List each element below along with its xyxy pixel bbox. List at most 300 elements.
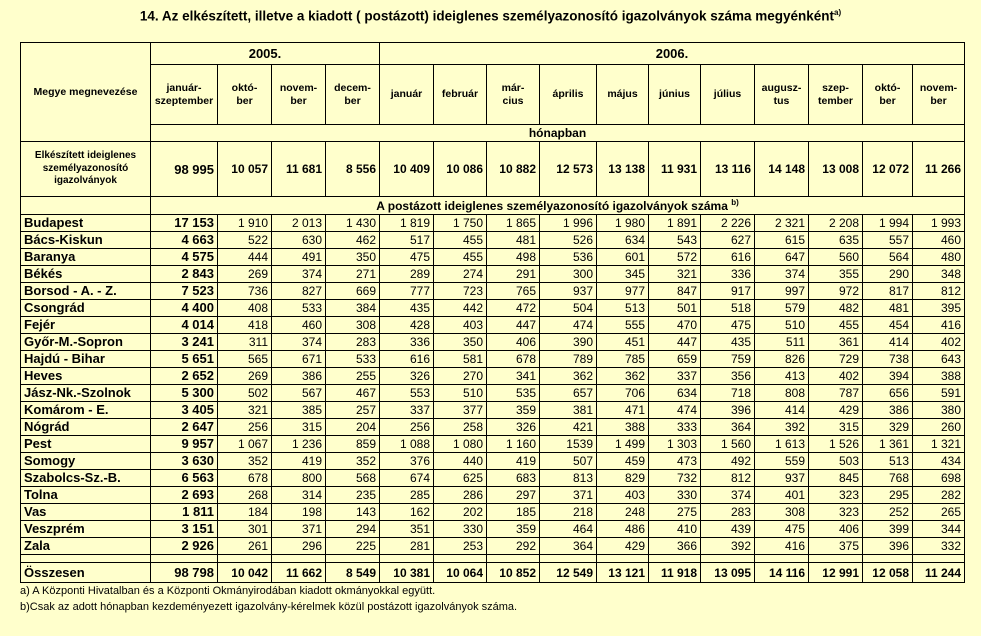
county-value: 395 [913, 300, 965, 317]
county-value: 255 [326, 368, 380, 385]
county-value: 2 926 [151, 538, 218, 555]
county-value: 511 [755, 334, 809, 351]
elkeszitett-value: 8 556 [326, 142, 380, 197]
total-value: 10 064 [434, 563, 487, 583]
county-name: Komárom - E. [21, 402, 151, 419]
total-row [21, 563, 965, 583]
county-name: Budapest [21, 215, 151, 232]
county-value: 475 [380, 249, 434, 266]
county-value: 634 [597, 232, 649, 249]
county-value: 291 [487, 266, 540, 283]
county-value: 647 [755, 249, 809, 266]
county-value: 235 [326, 487, 380, 504]
table-row [21, 334, 965, 351]
county-name: Jász-Nk.-Szolnok [21, 385, 151, 402]
county-value: 526 [540, 232, 597, 249]
county-value: 1 996 [540, 215, 597, 232]
county-value: 297 [487, 487, 540, 504]
county-value: 1 321 [913, 436, 965, 453]
postazott-spacer [21, 197, 151, 215]
county-value: 937 [540, 283, 597, 300]
month-label: május [607, 88, 638, 101]
total-value: 12 058 [863, 563, 913, 583]
county-value: 362 [597, 368, 649, 385]
county-value: 323 [809, 487, 863, 504]
month-header [913, 65, 965, 125]
county-value: 522 [218, 232, 272, 249]
honapban-label: hónapban [151, 125, 965, 142]
county-value: 403 [597, 487, 649, 504]
elkeszitett-value: 13 008 [809, 142, 863, 197]
county-value: 315 [809, 419, 863, 436]
county-value: 414 [755, 402, 809, 419]
elkeszitett-value: 10 057 [218, 142, 272, 197]
gap-cell [487, 555, 540, 563]
county-value: 434 [913, 453, 965, 470]
county-value: 408 [218, 300, 272, 317]
county-value: 1 236 [272, 436, 326, 453]
county-name: Hajdú - Bihar [21, 351, 151, 368]
county-value: 428 [380, 317, 434, 334]
county-value: 371 [540, 487, 597, 504]
county-value: 785 [597, 351, 649, 368]
total-value: 98 798 [151, 563, 218, 583]
county-value: 643 [913, 351, 965, 368]
county-value: 808 [755, 385, 809, 402]
county-value: 252 [863, 504, 913, 521]
county-value: 421 [540, 419, 597, 436]
county-value: 385 [272, 402, 326, 419]
county-value: 3 241 [151, 334, 218, 351]
elkeszitett-value: 98 995 [151, 142, 218, 197]
county-value: 517 [380, 232, 434, 249]
county-value: 800 [272, 470, 326, 487]
table-row [21, 538, 965, 555]
county-value: 300 [540, 266, 597, 283]
county-value: 392 [755, 419, 809, 436]
county-value: 568 [326, 470, 380, 487]
county-value: 630 [272, 232, 326, 249]
county-value: 560 [809, 249, 863, 266]
county-value: 384 [326, 300, 380, 317]
county-value: 729 [809, 351, 863, 368]
county-value: 625 [434, 470, 487, 487]
gap-cell [218, 555, 272, 563]
county-value: 536 [540, 249, 597, 266]
county-value: 7 523 [151, 283, 218, 300]
county-value: 386 [863, 402, 913, 419]
county-name: Nógrád [21, 419, 151, 436]
county-value: 1 430 [326, 215, 380, 232]
county-value: 374 [272, 334, 326, 351]
month-header [540, 65, 597, 125]
county-value: 5 651 [151, 351, 218, 368]
county-name: Fejér [21, 317, 151, 334]
county-value: 768 [863, 470, 913, 487]
table-row [21, 215, 965, 232]
county-value: 350 [434, 334, 487, 351]
county-value: 198 [272, 504, 326, 521]
county-value: 311 [218, 334, 272, 351]
county-value: 366 [649, 538, 701, 555]
county-value: 3 151 [151, 521, 218, 538]
county-value: 218 [540, 504, 597, 521]
county-value: 543 [649, 232, 701, 249]
county-value: 557 [863, 232, 913, 249]
table-row [21, 351, 965, 368]
month-header [218, 65, 272, 125]
county-value: 475 [701, 317, 755, 334]
county-value: 371 [272, 521, 326, 538]
county-value: 185 [487, 504, 540, 521]
county-value: 388 [597, 419, 649, 436]
table-row [21, 419, 965, 436]
total-value: 14 116 [755, 563, 809, 583]
county-value: 474 [540, 317, 597, 334]
county-name: Csongrád [21, 300, 151, 317]
county-value: 1539 [540, 436, 597, 453]
county-value: 162 [380, 504, 434, 521]
county-value: 3 630 [151, 453, 218, 470]
gap-cell [649, 555, 701, 563]
table-row [21, 266, 965, 283]
county-value: 283 [701, 504, 755, 521]
gap-cell [380, 555, 434, 563]
footnote-a: a) A Központi Hivatalban és a Központi Okmányirodában kiadott okmányokkal együtt. [20, 585, 436, 597]
county-value: 361 [809, 334, 863, 351]
month-header [326, 65, 380, 125]
county-value: 285 [380, 487, 434, 504]
county-value: 326 [487, 419, 540, 436]
county-value: 627 [701, 232, 755, 249]
total-value: 11 918 [649, 563, 701, 583]
county-value: 977 [597, 283, 649, 300]
county-value: 601 [597, 249, 649, 266]
county-value: 813 [540, 470, 597, 487]
county-value: 2 321 [755, 215, 809, 232]
county-value: 396 [701, 402, 755, 419]
county-value: 2 693 [151, 487, 218, 504]
elkeszitett-value: 13 116 [701, 142, 755, 197]
county-value: 678 [218, 470, 272, 487]
county-value: 352 [218, 453, 272, 470]
county-value: 481 [487, 232, 540, 249]
county-value: 364 [540, 538, 597, 555]
county-value: 1 980 [597, 215, 649, 232]
total-value: 13 095 [701, 563, 755, 583]
county-name: Heves [21, 368, 151, 385]
county-value: 414 [863, 334, 913, 351]
county-value: 565 [218, 351, 272, 368]
county-value: 286 [434, 487, 487, 504]
county-value: 669 [326, 283, 380, 300]
county-value: 1 361 [863, 436, 913, 453]
gap-cell [21, 555, 151, 563]
county-value: 270 [434, 368, 487, 385]
county-value: 817 [863, 283, 913, 300]
county-value: 502 [218, 385, 272, 402]
county-value: 2 013 [272, 215, 326, 232]
county-value: 732 [649, 470, 701, 487]
county-value: 4 014 [151, 317, 218, 334]
county-value: 472 [487, 300, 540, 317]
county-value: 274 [434, 266, 487, 283]
county-value: 301 [218, 521, 272, 538]
county-value: 308 [326, 317, 380, 334]
county-value: 777 [380, 283, 434, 300]
county-value: 535 [487, 385, 540, 402]
county-name: Szabolcs-Sz.-B. [21, 470, 151, 487]
county-value: 616 [380, 351, 434, 368]
county-name: Baranya [21, 249, 151, 266]
county-value: 406 [809, 521, 863, 538]
county-value: 376 [380, 453, 434, 470]
county-value: 473 [649, 453, 701, 470]
county-value: 337 [649, 368, 701, 385]
month-header [272, 65, 326, 125]
county-value: 674 [380, 470, 434, 487]
county-value: 678 [487, 351, 540, 368]
county-value: 406 [487, 334, 540, 351]
total-value: 12 549 [540, 563, 597, 583]
total-value: 10 852 [487, 563, 540, 583]
county-value: 435 [380, 300, 434, 317]
county-value: 507 [540, 453, 597, 470]
county-value: 329 [863, 419, 913, 436]
county-value: 294 [326, 521, 380, 538]
county-value: 937 [755, 470, 809, 487]
county-value: 390 [540, 334, 597, 351]
county-value: 283 [326, 334, 380, 351]
county-value: 1 160 [487, 436, 540, 453]
month-label: novem- ber [279, 82, 318, 107]
gap-cell [755, 555, 809, 563]
table-row [21, 368, 965, 385]
county-value: 656 [863, 385, 913, 402]
county-value: 330 [434, 521, 487, 538]
county-value: 290 [863, 266, 913, 283]
month-header [380, 65, 434, 125]
county-value: 698 [913, 470, 965, 487]
county-value: 738 [863, 351, 913, 368]
county-value: 419 [487, 453, 540, 470]
county-value: 380 [913, 402, 965, 419]
county-value: 2 843 [151, 266, 218, 283]
county-value: 394 [863, 368, 913, 385]
county-name: Zala [21, 538, 151, 555]
county-value: 581 [434, 351, 487, 368]
county-value: 289 [380, 266, 434, 283]
county-value: 759 [701, 351, 755, 368]
county-value: 1 750 [434, 215, 487, 232]
county-value: 567 [272, 385, 326, 402]
county-value: 1 560 [701, 436, 755, 453]
month-label: július [713, 88, 742, 101]
county-value: 5 300 [151, 385, 218, 402]
county-value: 1 994 [863, 215, 913, 232]
month-label: már- cius [501, 82, 525, 107]
gap-cell [913, 555, 965, 563]
table-row [21, 470, 965, 487]
county-value: 429 [809, 402, 863, 419]
data-table [20, 42, 965, 583]
county-value: 359 [487, 402, 540, 419]
postazott-sup: b) [731, 198, 739, 207]
county-value: 330 [649, 487, 701, 504]
county-value: 718 [701, 385, 755, 402]
county-value: 498 [487, 249, 540, 266]
gap-cell [326, 555, 380, 563]
county-value: 2 208 [809, 215, 863, 232]
county-value: 616 [701, 249, 755, 266]
county-header: Megye megnevezése [21, 43, 151, 142]
county-value: 248 [597, 504, 649, 521]
county-value: 292 [487, 538, 540, 555]
county-value: 1 067 [218, 436, 272, 453]
county-value: 513 [863, 453, 913, 470]
county-value: 455 [434, 232, 487, 249]
gap-cell [701, 555, 755, 563]
table-row [21, 487, 965, 504]
elkeszitett-value: 13 138 [597, 142, 649, 197]
county-value: 2 647 [151, 419, 218, 436]
table-row [21, 504, 965, 521]
county-value: 447 [649, 334, 701, 351]
county-value: 812 [701, 470, 755, 487]
county-value: 827 [272, 283, 326, 300]
county-value: 275 [649, 504, 701, 521]
county-value: 9 957 [151, 436, 218, 453]
county-value: 348 [913, 266, 965, 283]
county-value: 683 [487, 470, 540, 487]
county-value: 308 [755, 504, 809, 521]
county-value: 269 [218, 266, 272, 283]
month-header [434, 65, 487, 125]
county-value: 442 [434, 300, 487, 317]
county-value: 381 [540, 402, 597, 419]
county-value: 482 [809, 300, 863, 317]
county-value: 464 [540, 521, 597, 538]
county-value: 444 [218, 249, 272, 266]
county-value: 1 811 [151, 504, 218, 521]
postazott-title-text: A postázott ideiglenes személyazonosító igazolványok száma [376, 199, 728, 213]
county-value: 559 [755, 453, 809, 470]
county-value: 202 [434, 504, 487, 521]
county-value: 392 [701, 538, 755, 555]
county-value: 401 [755, 487, 809, 504]
postazott-title [151, 197, 965, 215]
month-label: április [552, 88, 584, 101]
county-value: 460 [913, 232, 965, 249]
table-row [21, 317, 965, 334]
county-value: 671 [272, 351, 326, 368]
gap-cell [863, 555, 913, 563]
county-value: 1 303 [649, 436, 701, 453]
county-value: 282 [913, 487, 965, 504]
county-value: 1 080 [434, 436, 487, 453]
county-value: 1 891 [649, 215, 701, 232]
month-header [487, 65, 540, 125]
county-value: 332 [913, 538, 965, 555]
county-value: 17 153 [151, 215, 218, 232]
month-label: decem- ber [334, 82, 371, 107]
county-value: 364 [701, 419, 755, 436]
county-value: 503 [809, 453, 863, 470]
county-value: 321 [649, 266, 701, 283]
county-value: 336 [380, 334, 434, 351]
county-value: 396 [863, 538, 913, 555]
total-value: 8 549 [326, 563, 380, 583]
county-value: 256 [218, 419, 272, 436]
county-value: 1 819 [380, 215, 434, 232]
month-header [809, 65, 863, 125]
county-value: 419 [272, 453, 326, 470]
county-value: 413 [755, 368, 809, 385]
county-value: 184 [218, 504, 272, 521]
county-value: 510 [434, 385, 487, 402]
county-value: 736 [218, 283, 272, 300]
county-value: 1 910 [218, 215, 272, 232]
county-value: 579 [755, 300, 809, 317]
footnote-b: b)Csak az adott hónapban kezdeményezett igazolvány-kérelmek közül postázott igazolványok száma. [20, 601, 518, 613]
county-value: 341 [487, 368, 540, 385]
county-value: 258 [434, 419, 487, 436]
gap-cell [809, 555, 863, 563]
county-value: 491 [272, 249, 326, 266]
county-value: 402 [809, 368, 863, 385]
county-value: 429 [597, 538, 649, 555]
county-value: 344 [913, 521, 965, 538]
county-value: 564 [863, 249, 913, 266]
county-value: 296 [272, 538, 326, 555]
county-value: 706 [597, 385, 649, 402]
table-row [21, 232, 965, 249]
county-value: 439 [701, 521, 755, 538]
county-value: 451 [597, 334, 649, 351]
county-value: 474 [649, 402, 701, 419]
county-value: 504 [540, 300, 597, 317]
county-value: 635 [809, 232, 863, 249]
county-value: 418 [218, 317, 272, 334]
county-value: 435 [701, 334, 755, 351]
total-value: 12 991 [809, 563, 863, 583]
county-value: 253 [434, 538, 487, 555]
county-value: 555 [597, 317, 649, 334]
elkeszitett-value: 10 409 [380, 142, 434, 197]
county-value: 388 [913, 368, 965, 385]
elkeszitett-label: Elkészített ideiglenes személyazonosító igazolványok [21, 142, 151, 197]
county-value: 315 [272, 419, 326, 436]
month-header [863, 65, 913, 125]
month-header [649, 65, 701, 125]
county-value: 1 993 [913, 215, 965, 232]
county-value: 1 865 [487, 215, 540, 232]
table-row [21, 453, 965, 470]
table-row [21, 521, 965, 538]
county-value: 4 400 [151, 300, 218, 317]
county-name: Békés [21, 266, 151, 283]
county-value: 787 [809, 385, 863, 402]
county-value: 723 [434, 283, 487, 300]
total-value: 10 381 [380, 563, 434, 583]
county-name: Vas [21, 504, 151, 521]
county-value: 634 [649, 385, 701, 402]
county-value: 204 [326, 419, 380, 436]
county-value: 337 [380, 402, 434, 419]
county-value: 2 226 [701, 215, 755, 232]
elkeszitett-value: 12 573 [540, 142, 597, 197]
county-value: 765 [487, 283, 540, 300]
